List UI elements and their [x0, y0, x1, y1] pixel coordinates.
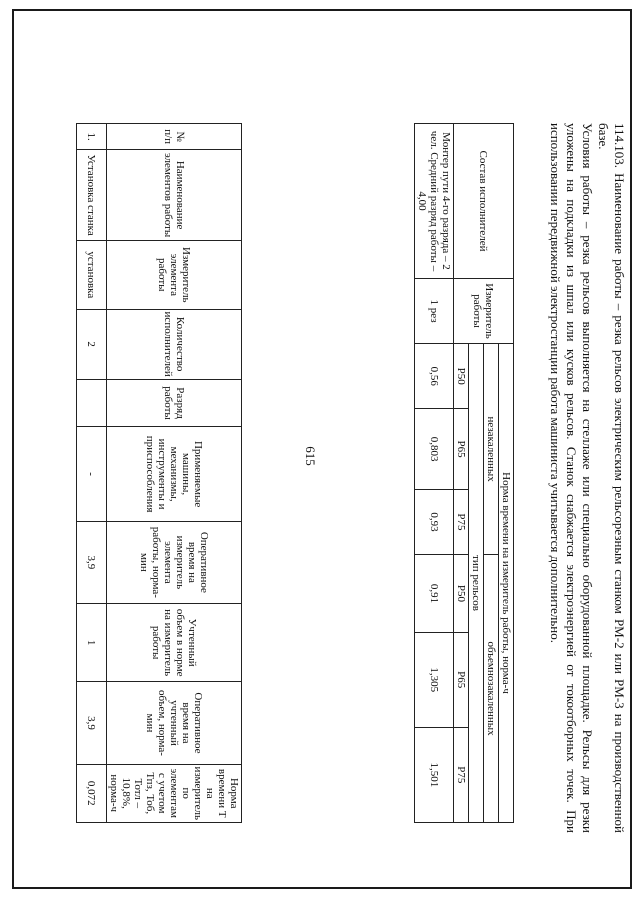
cell-name: Установка станка	[77, 150, 107, 241]
cell-op-time-vol: 3,9	[77, 682, 107, 764]
cell-unit: 1 рез	[415, 279, 454, 344]
cell-grade	[77, 379, 107, 427]
th-element-unit: Измеритель элемента работы	[107, 241, 242, 310]
th-type-5: Р65	[454, 632, 469, 727]
rotated-document-content	[77, 53, 637, 833]
th-type-4: Р50	[454, 555, 469, 632]
cell-op-time: 3,9	[77, 521, 107, 603]
th-time-norm: Норма времени T на измеритель по элементам с учетом Тпз, Тоб, Тотл – 10,8%, норма-ч	[107, 764, 242, 823]
scan-border-left	[12, 9, 14, 889]
th-workers: Количество исполнителей	[107, 309, 242, 379]
scan-border-bottom	[12, 887, 632, 889]
th-type-6: Р75	[454, 727, 469, 822]
th-norm: Норма времени на измеритель работы, норма-ч	[499, 344, 514, 823]
th-grade: Разряд работы	[107, 379, 242, 427]
th-rail-type: тип рельсов	[469, 344, 484, 823]
th-unit: Измеритель работы	[454, 279, 514, 344]
cell-workers: 2	[77, 309, 107, 379]
cell-num: 1.	[77, 124, 107, 150]
th-num: № п/п	[107, 124, 242, 150]
cell-crew: Монтер пути 4-го разряда – 2 чел. Средний разряд работы – 4,00	[415, 124, 454, 279]
cell-value-2: 0,803	[415, 409, 454, 489]
th-op-time-vol: Оперативное время на учтенный объем, норма-мин	[107, 682, 242, 764]
th-crew: Состав исполнителей	[454, 124, 514, 279]
norm-table	[414, 123, 514, 823]
cell-value-1: 0,56	[415, 344, 454, 409]
work-conditions: Условия работы – резка рельсов выполняется на стеллаже или специально оборудованной площадке. Рельсы для резки уложены на подкладки из шпал или кусков рельсов. Станок снабжается электроэнергией от токоотборных точек. При использовании передвижной электростанции работа машиниста учитывается дополнительно.	[548, 123, 595, 833]
work-title: 114.103. Наименование работы – резка рельсов электрическим рельсорезным станком РМ-2 или РМ-3 на производственной базе.	[596, 123, 627, 833]
th-unhardened: незакаленных	[484, 344, 499, 555]
th-tools: Применяемые машины, механизмы, инструменты и приспособления	[107, 427, 242, 522]
scan-border-top	[12, 9, 632, 11]
th-name: Наименование элементов работы	[107, 150, 242, 241]
page-number: 615	[302, 446, 318, 466]
cell-value-5: 1,305	[415, 632, 454, 727]
th-type-2: Р65	[454, 409, 469, 489]
cell-value-6: 1,501	[415, 727, 454, 822]
th-type-3: Р75	[454, 489, 469, 554]
cell-time-norm: 0,072	[77, 764, 107, 823]
description-text	[547, 123, 627, 833]
elements-table	[76, 123, 242, 823]
cell-value-3: 0,93	[415, 489, 454, 554]
cell-volume: 1	[77, 603, 107, 682]
th-volume: Учтенный объем в норме на измеритель работы	[107, 603, 242, 682]
cell-tools: -	[77, 427, 107, 522]
cell-element-unit: установка	[77, 241, 107, 310]
th-op-time: Оперативное время на измеритель элемента работы, норма-мин	[107, 521, 242, 603]
th-type-1: Р50	[454, 344, 469, 409]
cell-value-4: 0,91	[415, 555, 454, 632]
th-hardened: объемнозакаленных	[484, 555, 499, 823]
